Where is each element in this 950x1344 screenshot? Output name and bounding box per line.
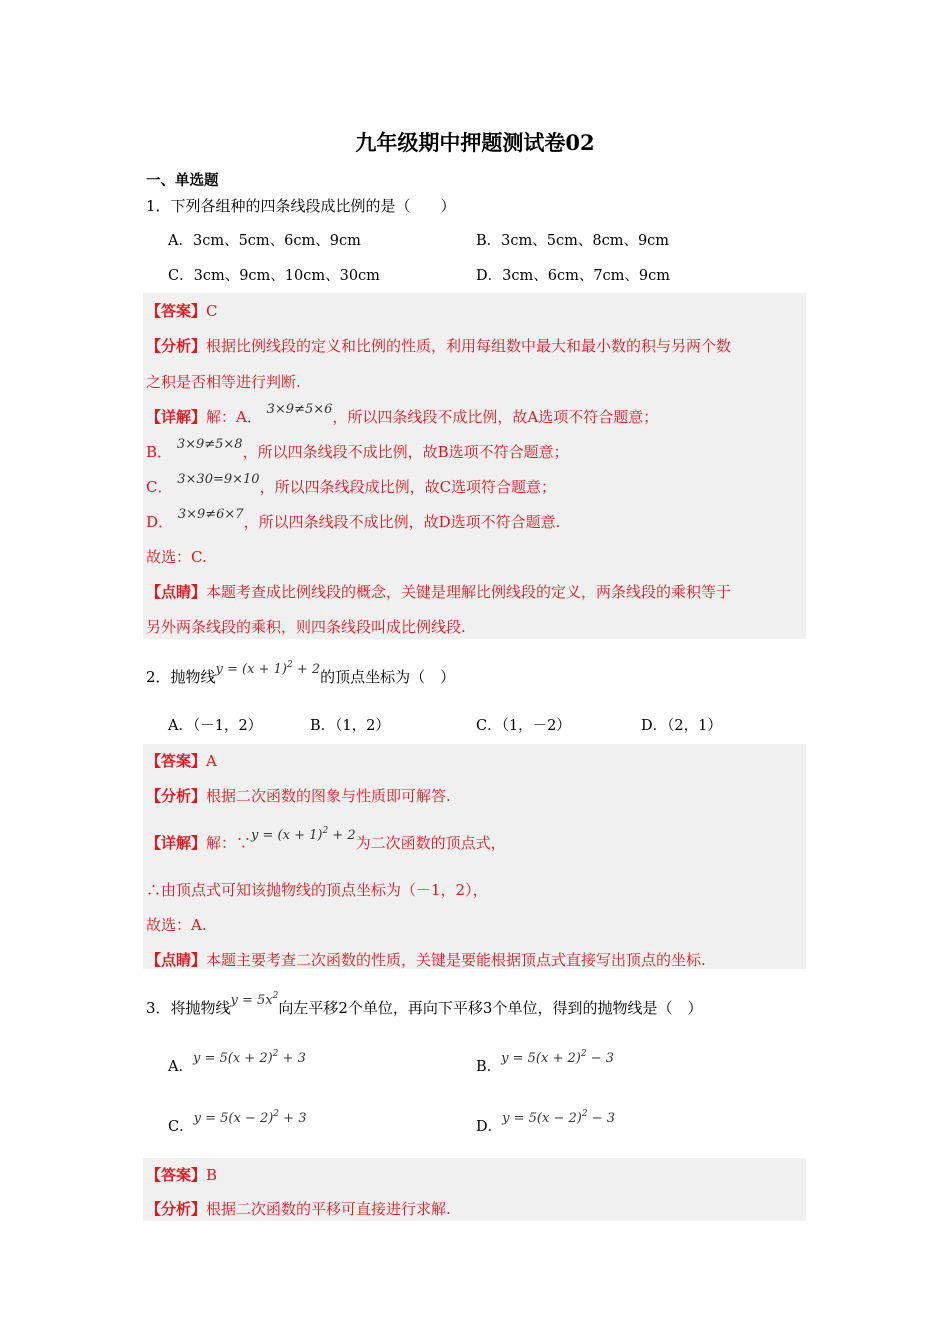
q3-answer-line: [146, 1164, 217, 1185]
q3-option-a-math: [193, 1051, 306, 1066]
q1-detail-d: [146, 507, 561, 532]
q3-stem-math: [231, 993, 279, 1008]
q3-option-a-label: A．: [168, 1059, 193, 1075]
q3-solution-box: [143, 1158, 806, 1221]
point-tag: 【点睛】: [146, 951, 207, 969]
q3-option-d-label: D．: [476, 1119, 503, 1135]
q3-option-c-label: C．: [168, 1119, 194, 1135]
detail-tag: 【详解】: [146, 408, 207, 426]
q2-option-c: C．（1，－2）: [476, 718, 571, 734]
q3-c-sup: 2: [273, 1109, 280, 1119]
q1-detail-d-math: 3×9≠6×7: [177, 507, 244, 522]
q1-analysis-line: [146, 335, 731, 356]
q1-detail-c: [146, 472, 557, 497]
q2-stem-math: [216, 662, 321, 677]
q1-detail-d-prefix: D．: [146, 513, 174, 531]
q3-d-tail: − 3: [587, 1111, 615, 1126]
q1-detail-d-text: ，所以四条线段不成比例，故D选项不符合题意.: [243, 513, 561, 531]
analysis-tag: 【分析】: [146, 787, 207, 805]
q2-point: 本题主要考查二次函数的性质，关键是要能根据顶点式直接写出顶点的坐标.: [206, 951, 706, 969]
q2-answer-line: [146, 750, 217, 771]
q2-option-b: B．（1，2）: [310, 718, 390, 734]
q1-detail-a-prefix: 解：A．: [206, 408, 262, 426]
q2-math-sup: 2: [286, 660, 293, 670]
q3-b-tail: − 3: [586, 1051, 615, 1066]
q1-detail-c-text: ，所以四条线段成比例，故C选项符合题意；: [259, 478, 557, 496]
q3-option-c-math: [194, 1111, 307, 1126]
q1-point-line: [146, 581, 731, 602]
q2-detail-math: [251, 828, 356, 843]
q1-detail-a: [146, 402, 659, 427]
q3-option-b-math: [501, 1051, 614, 1066]
q1-detail-b-math: 3×9≠5×8: [176, 437, 243, 452]
q1-option-c: C．3cm、9cm、10cm、30cm: [168, 268, 380, 284]
q3-c-tail: + 3: [279, 1111, 307, 1126]
q2-analysis: 根据二次函数的图象与性质即可解答.: [206, 787, 451, 805]
q2-stem-post: 的顶点坐标为（ ）: [320, 668, 456, 686]
q2-stem: [146, 660, 456, 687]
q2-detail-prefix: 解：∵: [206, 834, 252, 852]
q2-detail-math-sup: 2: [322, 826, 329, 836]
q2-choose: 故选：A.: [146, 916, 207, 934]
q3-math-sup: 2: [272, 991, 279, 1001]
q1-solution-box: [143, 293, 806, 639]
q3-option-d: [476, 1109, 615, 1136]
q2-detail-math-base: y = (x + 1): [251, 828, 323, 843]
q2-option-a: A．（－1，2）: [168, 718, 263, 734]
q3-option-b: [476, 1049, 615, 1076]
q3-a-tail: + 3: [278, 1051, 306, 1066]
q3-answer: B: [206, 1166, 218, 1184]
q3-option-c: [168, 1109, 307, 1136]
q1-option-a: A．3cm、5cm、6cm、9cm: [168, 233, 361, 249]
q3-stem-pre: 3．将抛物线: [146, 999, 231, 1017]
answer-tag: 【答案】: [146, 1166, 207, 1184]
answer-tag: 【答案】: [146, 752, 207, 770]
q3-option-a: [168, 1049, 306, 1076]
q3-stem: [146, 991, 703, 1018]
q1-point-2: 另外两条线段的乘积，则四条线段叫成比例线段.: [146, 618, 466, 636]
q2-stem-pre: 2．抛物线: [146, 668, 216, 686]
q2-detail-2: ∴由顶点式可知该抛物线的顶点坐标为（－1，2），: [146, 881, 488, 899]
q1-detail-c-math: 3×30=9×10: [177, 472, 260, 487]
analysis-tag: 【分析】: [146, 337, 207, 355]
q3-analysis: 根据二次函数的平移可直接进行求解.: [206, 1200, 451, 1218]
q3-b-sup: 2: [580, 1049, 587, 1059]
q3-a-sup: 2: [272, 1049, 279, 1059]
q1-point-1: 本题考查成比例线段的概念，关键是理解比例线段的定义，两条线段的乘积等于: [206, 583, 732, 601]
q2-option-d: D．（2，1）: [641, 718, 722, 734]
q2-detail-line: [146, 826, 506, 853]
q1-detail-a-text: ，所以四条线段不成比例，故A选项不符合题意；: [332, 408, 659, 426]
q1-detail-b-prefix: B．: [146, 443, 173, 461]
q1-analysis-2: 之积是否相等进行判断.: [146, 373, 301, 391]
page-title: 九年级期中押题测试卷02: [355, 130, 595, 155]
q2-solution-box: [143, 744, 806, 969]
detail-tag: 【详解】: [146, 834, 207, 852]
q3-option-b-label: B．: [476, 1059, 502, 1075]
section-heading: 一、单选题: [146, 172, 219, 189]
q1-detail-c-prefix: C．: [146, 478, 173, 496]
q3-option-d-math: [502, 1111, 615, 1126]
q2-analysis-line: [146, 785, 451, 806]
q2-math-tail: + 2: [292, 662, 321, 677]
q1-detail-b: [146, 437, 569, 462]
q3-c-base: y = 5(x − 2): [193, 1111, 274, 1126]
q2-math-base: y = (x + 1): [215, 662, 287, 677]
q1-answer-line: [146, 300, 218, 321]
q1-choose: 故选：C.: [146, 548, 207, 566]
q1-detail-b-text: ，所以四条线段不成比例，故B选项不符合题意；: [242, 443, 569, 461]
q2-point-line: [146, 949, 706, 970]
analysis-tag: 【分析】: [146, 1200, 207, 1218]
q3-stem-post: 向左平移2个单位，再向下平移3个单位，得到的抛物线是（ ）: [278, 999, 703, 1017]
q1-analysis-1: 根据比例线段的定义和比例的性质，利用每组数中最大和最小数的积与另两个数: [206, 337, 732, 355]
q1-stem: 1．下列各组种的四条线段成比例的是（ ）: [146, 197, 456, 215]
q3-a-base: y = 5(x + 2): [192, 1051, 273, 1066]
q3-math-base: y = 5x: [230, 993, 273, 1008]
point-tag: 【点睛】: [146, 583, 207, 601]
q1-option-b: B．3cm、5cm、8cm、9cm: [476, 233, 670, 249]
q3-analysis-line: [146, 1198, 451, 1219]
q3-d-base: y = 5(x − 2): [502, 1111, 582, 1126]
q3-d-sup: 2: [581, 1109, 588, 1119]
q3-b-base: y = 5(x + 2): [501, 1051, 581, 1066]
q2-answer: A: [206, 752, 217, 770]
q1-option-d: D．3cm、6cm、7cm、9cm: [476, 268, 671, 284]
q1-answer: C: [206, 302, 218, 320]
q1-detail-a-math: 3×9≠5×6: [266, 402, 333, 417]
q2-detail-text: 为二次函数的顶点式，: [355, 834, 506, 852]
answer-tag: 【答案】: [146, 302, 207, 320]
q2-detail-math-tail: + 2: [328, 828, 356, 843]
